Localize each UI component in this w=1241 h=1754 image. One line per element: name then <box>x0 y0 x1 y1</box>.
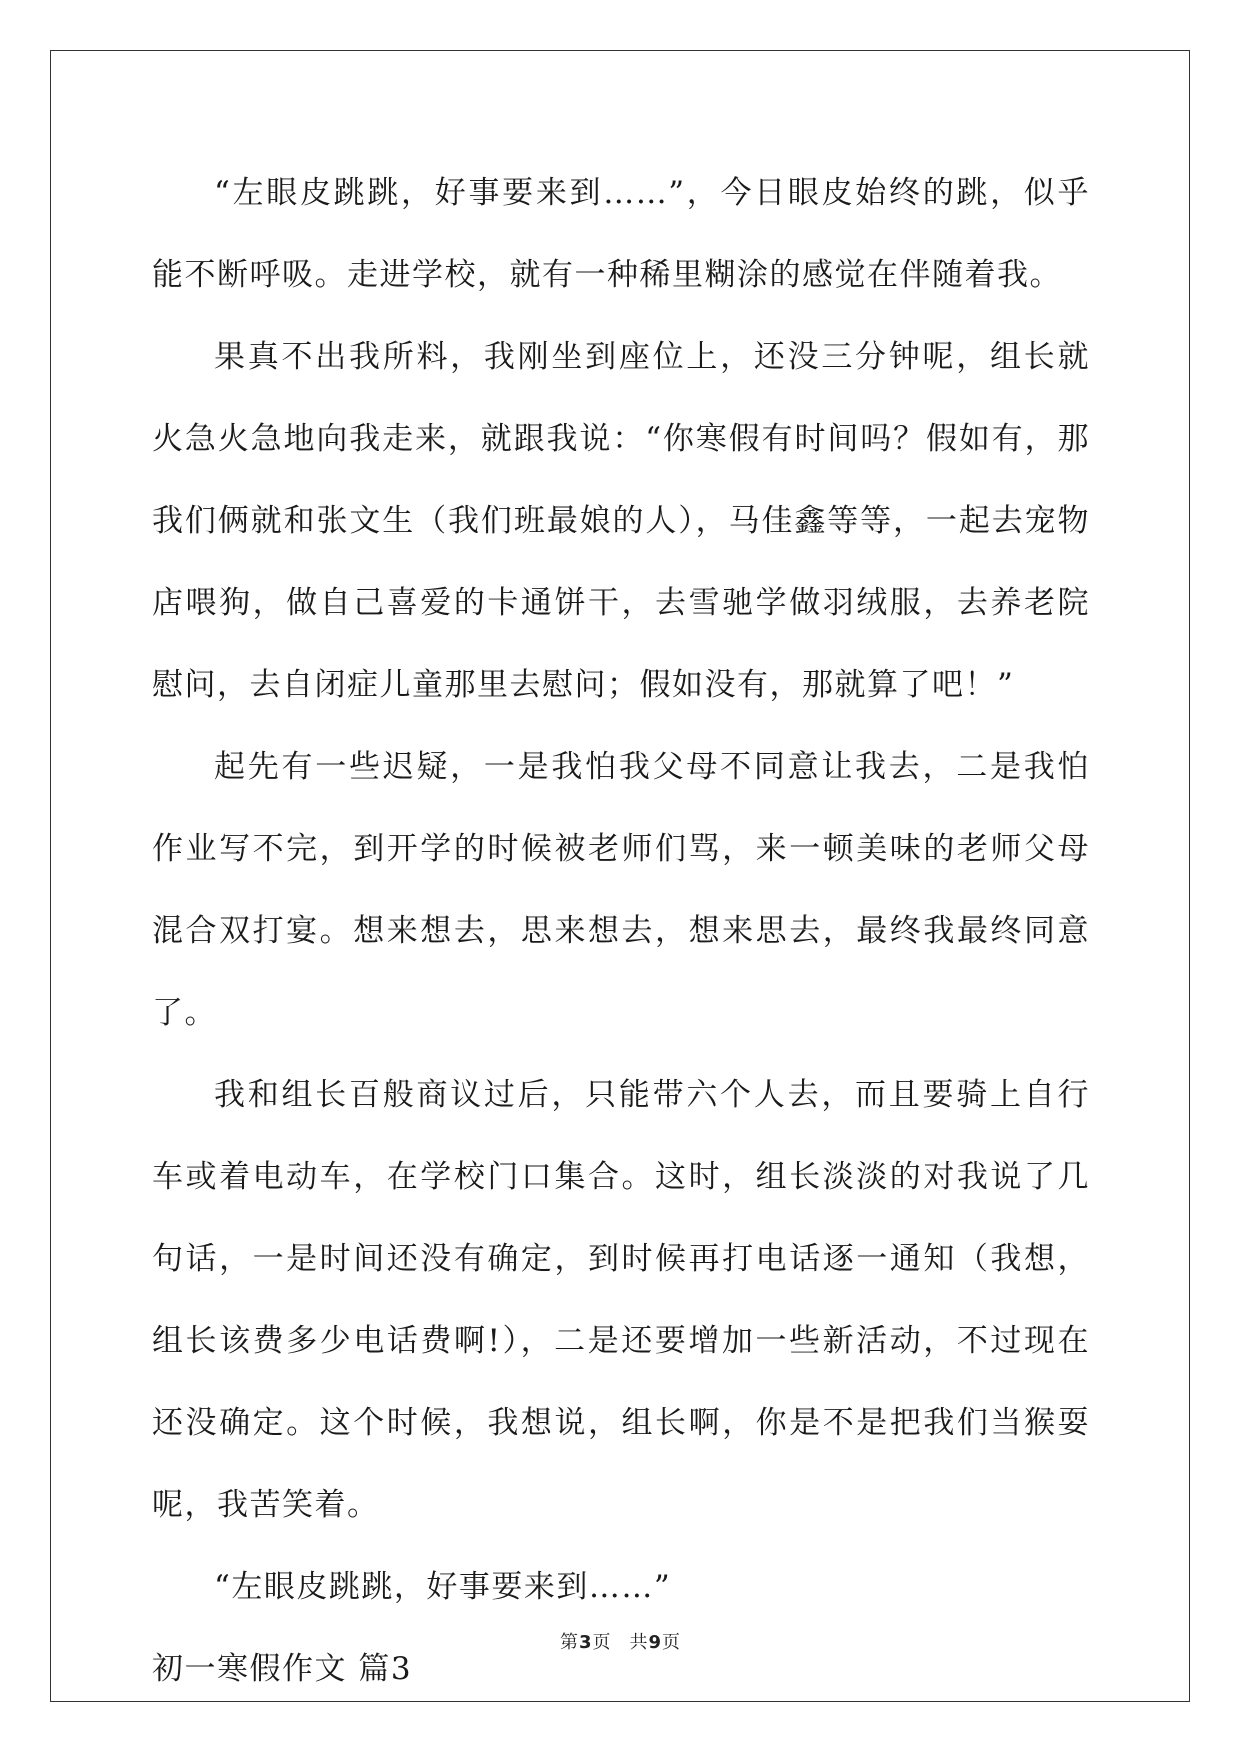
page-number: 3 <box>578 1632 593 1653</box>
total-suffix: 页 <box>662 1632 682 1653</box>
total-prefix: 共 <box>629 1632 649 1653</box>
page-footer <box>0 1628 1241 1654</box>
section-heading: 初一寒假作文 篇3 <box>152 1651 413 1687</box>
paragraph-3: 起先有一些迟疑，一是我怕我父母不同意让我去，二是我怕作业写不完，到开学的时候被老师们骂，来一顿美味的老师父母混合双打宴。想来想去，思来想去，想来思去，最终我最终同意了。 <box>152 749 1090 1031</box>
document-body <box>152 152 1090 1710</box>
page-suffix: 页 <box>592 1632 612 1653</box>
paragraph-1: “左眼皮跳跳，好事要来到……”，今日眼皮始终的跳，似乎能不断呼吸。走进学校，就有一种稀里糊涂的感觉在伴随着我。 <box>152 175 1090 293</box>
page-prefix: 第 <box>559 1632 579 1653</box>
total-pages: 9 <box>648 1632 663 1653</box>
paragraph-4: 我和组长百般商议过后，只能带六个人去，而且要骑上自行车或着电动车，在学校门口集合。这时，组长淡淡的对我说了几句话，一是时间还没有确定，到时候再打电话逐一通知（我想，组长该费多少电话费啊!），二是还要增加一些新活动，不过现在还没确定。这个时候，我想说，组长啊，你是不是把我们当猴耍呢，我苦笑着。 <box>152 1077 1090 1523</box>
paragraph-5: “左眼皮跳跳，好事要来到……” <box>214 1569 672 1605</box>
paragraph-2: 果真不出我所料，我刚坐到座位上，还没三分钟呢，组长就火急火急地向我走来，就跟我说：“你寒假有时间吗？假如有，那我们俩就和张文生（我们班最娘的人），马佳鑫等等，一起去宠物店喂狗，做自己喜爱的卡通饼干，去雪驰学做羽绒服，去养老院慰问，去自闭症儿童那里去慰问；假如没有，那就算了吧！” <box>152 339 1090 703</box>
